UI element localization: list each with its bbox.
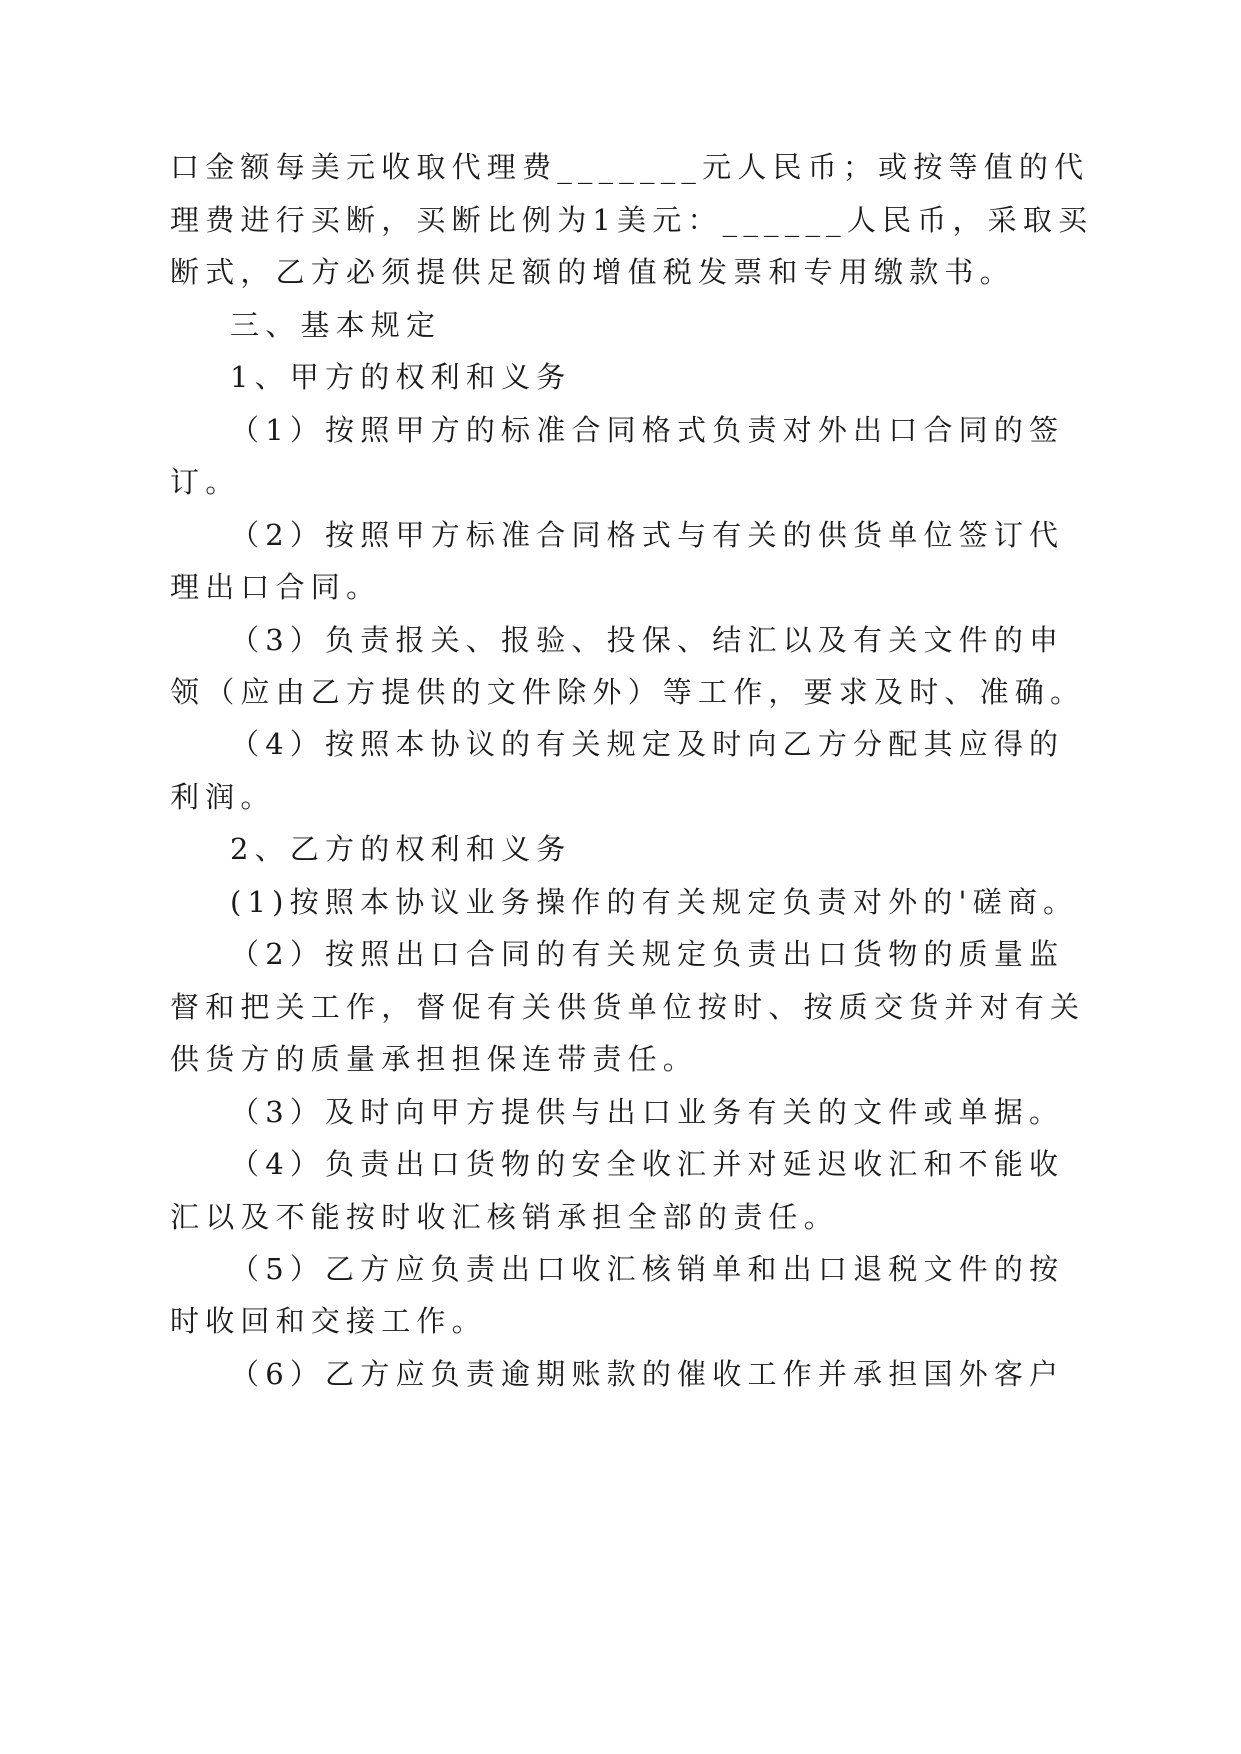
party-b-item-1: (1)按照本协议业务操作的有关规定负责对外的'磋商。 [230, 885, 1079, 919]
body-line-2: 理费进行买断，买断比例为1美元：______人民币，采取买 [170, 203, 1094, 237]
party-b-item-2-cont-1: 督和把关工作，督促有关供货单位按时、按质交货并对有关 [170, 990, 1086, 1024]
party-b-item-6: （6）乙方应负责逾期账款的催收工作并承担国外客户 [230, 1357, 1065, 1391]
subheading-party-a-rights: 1、甲方的权利和义务 [230, 360, 572, 394]
party-b-item-2-cont-2: 供货方的质量承担担保连带责任。 [170, 1042, 699, 1076]
party-b-item-5: （5）乙方应负责出口收汇核销单和出口退税文件的按 [230, 1252, 1065, 1286]
party-b-item-3: （3）及时向甲方提供与出口业务有关的文件或单据。 [230, 1095, 1065, 1129]
party-a-item-2: （2）按照甲方标准合同格式与有关的供货单位签订代 [230, 518, 1065, 552]
party-a-item-1-cont: 订。 [170, 465, 241, 499]
party-b-item-4-cont: 汇以及不能按时收汇核销承担全部的责任。 [170, 1200, 839, 1234]
party-a-item-3-cont: 领（应由乙方提供的文件除外）等工作，要求及时、准确。 [170, 675, 1086, 709]
party-a-item-4-cont: 利润。 [170, 780, 276, 814]
party-a-item-3: （3）负责报关、报验、投保、结汇以及有关文件的申 [230, 623, 1065, 657]
party-b-item-4: （4）负责出口货物的安全收汇并对延迟收汇和不能收 [230, 1147, 1065, 1181]
party-b-item-2: （2）按照出口合同的有关规定负责出口货物的质量监 [230, 937, 1065, 971]
party-b-item-5-cont: 时收回和交接工作。 [170, 1304, 487, 1338]
party-a-item-2-cont: 理出口合同。 [170, 570, 382, 604]
body-line-1: 口金额每美元收取代理费_______元人民币；或按等值的代 [170, 150, 1090, 184]
subheading-party-b-rights: 2、乙方的权利和义务 [230, 832, 572, 866]
party-a-item-1: （1）按照甲方的标准合同格式负责对外出口合同的签 [230, 413, 1065, 447]
party-a-item-4: （4）按照本协议的有关规定及时向乙方分配其应得的 [230, 727, 1065, 761]
section-heading-basic-rules: 三、基本规定 [230, 308, 442, 342]
body-line-3: 断式，乙方必须提供足额的增值税发票和专用缴款书。 [170, 255, 1015, 289]
